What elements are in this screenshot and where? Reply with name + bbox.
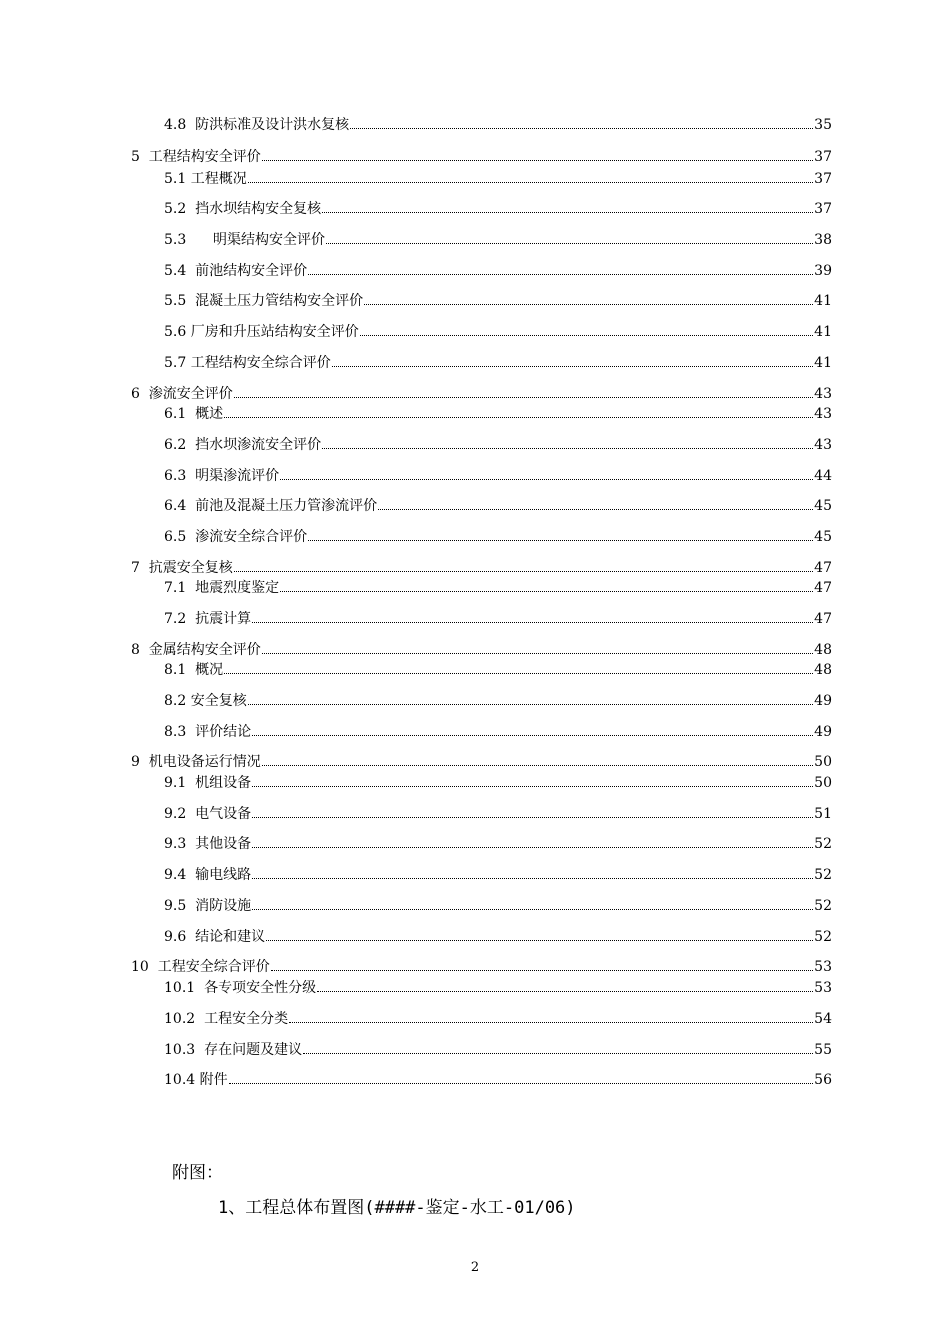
toc-dot-leader <box>234 571 813 572</box>
toc-dot-leader <box>234 397 813 398</box>
toc-entry-page: 47 <box>814 611 832 627</box>
toc-entry-label: 5.5 混凝土压力管结构安全评价 <box>164 293 364 309</box>
toc-entry-label: 10 工程安全综合评价 <box>131 959 270 975</box>
toc-entry[interactable] <box>164 323 832 341</box>
toc-entry-page: 35 <box>814 117 832 133</box>
toc-entry-label: 9.3 其他设备 <box>164 836 252 852</box>
toc-dot-leader <box>280 591 813 592</box>
toc-dot-leader <box>262 765 813 766</box>
toc-dot-leader <box>248 704 813 705</box>
toc-dot-leader <box>262 653 813 654</box>
toc-entry-label: 5.3 明渠结构安全评价 <box>164 232 325 248</box>
toc-entry-page: 51 <box>814 806 832 822</box>
toc-entry[interactable] <box>131 753 832 771</box>
toc-entry-label: 9.2 电气设备 <box>164 806 252 822</box>
toc-entry[interactable] <box>131 559 832 577</box>
toc-entry-page: 37 <box>814 201 832 217</box>
toc-entry-page: 53 <box>814 980 832 996</box>
toc-entry-page: 47 <box>814 560 832 576</box>
toc-entry-label: 10.4 附件 <box>164 1072 228 1088</box>
toc-entry-label: 8.3 评价结论 <box>164 724 252 740</box>
toc-entry-label: 10.2 工程安全分类 <box>164 1011 289 1027</box>
toc-entry[interactable] <box>164 805 832 823</box>
toc-entry[interactable] <box>164 866 832 884</box>
toc-dot-leader <box>364 304 813 305</box>
toc-entry-label: 6.2 挡水坝渗流安全评价 <box>164 437 322 453</box>
toc-entry[interactable] <box>164 528 832 546</box>
appendix-title: 附图： <box>172 1163 223 1183</box>
toc-entry-page: 55 <box>814 1042 832 1058</box>
toc-entry[interactable] <box>164 1041 832 1059</box>
toc-entry[interactable] <box>164 292 832 310</box>
toc-entry-label: 8 金属结构安全评价 <box>131 642 261 658</box>
toc-entry[interactable] <box>131 641 832 659</box>
toc-entry-label: 7 抗震安全复核 <box>131 560 233 576</box>
toc-entry[interactable] <box>164 835 832 853</box>
page-number: 2 <box>470 1260 480 1275</box>
toc-entry-label: 5.6 厂房和升压站结构安全评价 <box>164 324 359 340</box>
toc-entry-label: 9.1 机组设备 <box>164 775 252 791</box>
toc-dot-leader <box>303 1053 813 1054</box>
toc-entry-label: 9 机电设备运行情况 <box>131 754 261 770</box>
toc-entry-label: 5.4 前池结构安全评价 <box>164 263 308 279</box>
toc-entry-page: 43 <box>814 386 832 402</box>
toc-dot-leader <box>252 847 813 848</box>
toc-entry[interactable] <box>164 405 832 423</box>
toc-entry-label: 6.3 明渠渗流评价 <box>164 468 280 484</box>
toc-entry-label: 10.3 存在问题及建议 <box>164 1042 303 1058</box>
toc-entry-page: 52 <box>814 898 832 914</box>
toc-entry[interactable] <box>164 354 832 372</box>
toc-entry[interactable] <box>164 116 832 134</box>
toc-entry[interactable] <box>164 262 832 280</box>
toc-entry[interactable] <box>164 497 832 515</box>
toc-dot-leader <box>378 509 813 510</box>
toc-dot-leader <box>308 274 813 275</box>
toc-entry[interactable] <box>164 979 832 997</box>
toc-entry[interactable] <box>131 958 832 976</box>
toc-dot-leader <box>350 128 813 129</box>
toc-entry-page: 53 <box>814 959 832 975</box>
toc-entry[interactable] <box>164 610 832 628</box>
toc-entry-page: 41 <box>814 355 832 371</box>
toc-dot-leader <box>252 622 813 623</box>
toc-entry[interactable] <box>164 897 832 915</box>
toc-entry-page: 43 <box>814 406 832 422</box>
toc-entry-page: 48 <box>814 662 832 678</box>
toc-dot-leader <box>262 160 813 161</box>
toc-entry-page: 45 <box>814 498 832 514</box>
toc-entry-label: 10.1 各专项安全性分级 <box>164 980 317 996</box>
toc-entry-label: 6.5 渗流安全综合评价 <box>164 529 308 545</box>
toc-entry-page: 50 <box>814 775 832 791</box>
toc-entry-label: 6.1 概述 <box>164 406 224 422</box>
toc-entry[interactable] <box>164 661 832 679</box>
toc-dot-leader <box>360 335 813 336</box>
toc-dot-leader <box>252 817 813 818</box>
toc-dot-leader <box>317 991 813 992</box>
toc-entry-label: 9.6 结论和建议 <box>164 929 266 945</box>
toc-dot-leader <box>326 243 813 244</box>
toc-entry-label: 4.8 防洪标准及设计洪水复核 <box>164 117 350 133</box>
toc-entry[interactable] <box>164 231 832 249</box>
toc-entry[interactable] <box>164 692 832 710</box>
toc-entry-page: 37 <box>814 171 832 187</box>
toc-entry-page: 56 <box>814 1072 832 1088</box>
toc-entry-label: 5.7 工程结构安全综合评价 <box>164 355 331 371</box>
toc-dot-leader <box>266 940 813 941</box>
toc-entry-page: 50 <box>814 754 832 770</box>
toc-entry[interactable] <box>164 170 832 188</box>
toc-entry[interactable] <box>131 385 832 403</box>
toc-entry-label: 7.1 地震烈度鉴定 <box>164 580 280 596</box>
toc-dot-leader <box>322 448 813 449</box>
toc-entry[interactable] <box>164 200 832 218</box>
toc-entry-page: 43 <box>814 437 832 453</box>
toc-entry-label: 7.2 抗震计算 <box>164 611 252 627</box>
toc-entry-page: 52 <box>814 929 832 945</box>
toc-entry-page: 52 <box>814 836 832 852</box>
toc-entry[interactable] <box>164 579 832 597</box>
toc-entry-page: 47 <box>814 580 832 596</box>
toc-dot-leader <box>224 673 813 674</box>
toc-dot-leader <box>252 878 813 879</box>
toc-entry-page: 49 <box>814 724 832 740</box>
toc-dot-leader <box>248 182 813 183</box>
toc-entry-page: 45 <box>814 529 832 545</box>
toc-entry-label: 9.4 输电线路 <box>164 867 252 883</box>
toc-entry-page: 39 <box>814 263 832 279</box>
toc-entry-label: 8.1 概况 <box>164 662 224 678</box>
toc-dot-leader <box>271 970 813 971</box>
toc-entry[interactable] <box>164 1010 832 1028</box>
toc-entry-page: 48 <box>814 642 832 658</box>
toc-dot-leader <box>252 786 813 787</box>
toc-entry[interactable] <box>164 1071 832 1089</box>
toc-dot-leader <box>229 1083 814 1084</box>
toc-entry-page: 38 <box>814 232 832 248</box>
toc-entry[interactable] <box>164 467 832 485</box>
toc-entry-page: 41 <box>814 293 832 309</box>
toc-dot-leader <box>252 909 813 910</box>
toc-entry-page: 54 <box>814 1011 832 1027</box>
toc-entry-label: 5 工程结构安全评价 <box>131 149 261 165</box>
toc-entry-page: 41 <box>814 324 832 340</box>
appendix-item: 1、工程总体布置图(####-鉴定-水工-01/06) <box>218 1198 576 1218</box>
toc-dot-leader <box>252 735 813 736</box>
toc-entry[interactable] <box>164 928 832 946</box>
toc-dot-leader <box>308 540 813 541</box>
toc-entry-label: 8.2 安全复核 <box>164 693 247 709</box>
toc-entry[interactable] <box>164 774 832 792</box>
toc-entry-label: 5.1 工程概况 <box>164 171 247 187</box>
toc-dot-leader <box>332 366 813 367</box>
toc-entry[interactable] <box>131 148 832 166</box>
toc-entry-label: 6 渗流安全评价 <box>131 386 233 402</box>
toc-dot-leader <box>224 417 813 418</box>
toc-entry-label: 9.5 消防设施 <box>164 898 252 914</box>
toc-entry[interactable] <box>164 436 832 454</box>
toc-entry-page: 49 <box>814 693 832 709</box>
toc-dot-leader <box>280 479 813 480</box>
toc-entry-page: 52 <box>814 867 832 883</box>
toc-entry-label: 6.4 前池及混凝土压力管渗流评价 <box>164 498 378 514</box>
toc-entry-label: 5.2 挡水坝结构安全复核 <box>164 201 322 217</box>
toc-entry-page: 44 <box>814 468 832 484</box>
toc-entry-page: 37 <box>814 149 832 165</box>
toc-dot-leader <box>289 1022 813 1023</box>
toc-entry[interactable] <box>164 723 832 741</box>
toc-dot-leader <box>322 212 813 213</box>
